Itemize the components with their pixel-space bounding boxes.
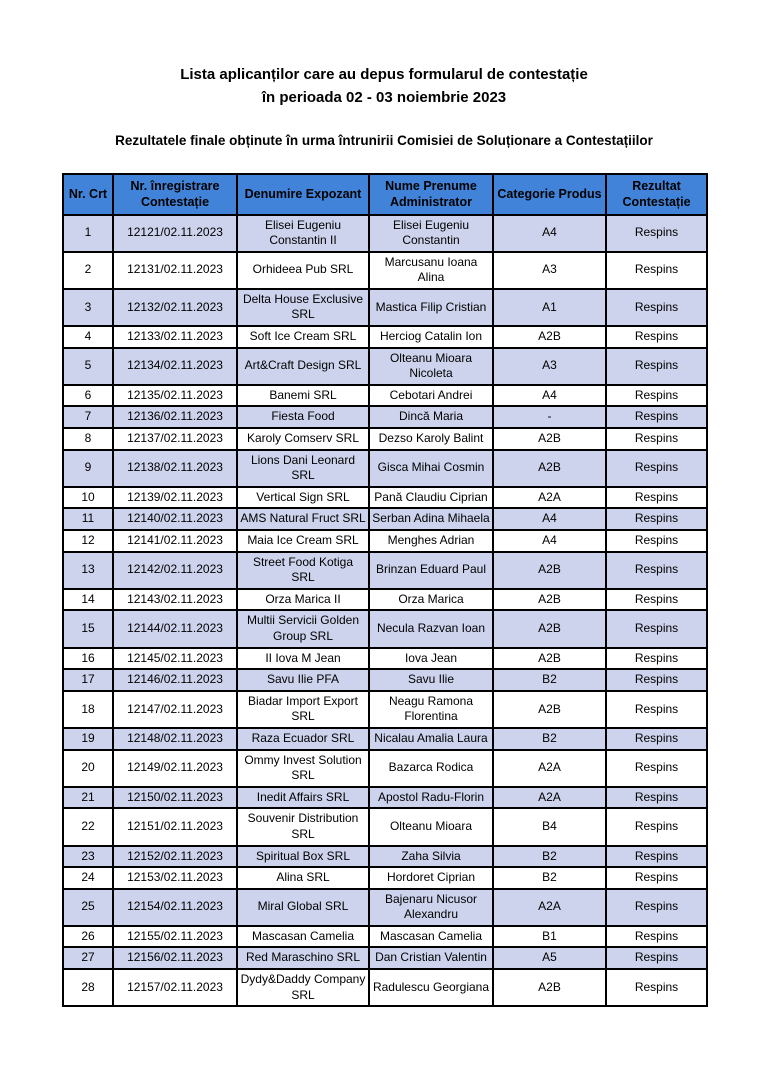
- cell-administrator: Iova Jean: [369, 648, 493, 670]
- cell-reg: 12131/02.11.2023: [113, 252, 237, 289]
- table-row: [63, 889, 707, 926]
- cell-administrator: Hordoret Ciprian: [369, 867, 493, 889]
- column-header-administrator: Nume Prenume Administrator: [369, 174, 493, 215]
- table-row: [63, 867, 707, 889]
- cell-reg: 12139/02.11.2023: [113, 487, 237, 509]
- cell-expozant: Biadar Import Export SRL: [237, 691, 369, 728]
- table-row: [63, 669, 707, 691]
- document-title: [0, 0, 768, 109]
- cell-nr: 22: [63, 808, 113, 845]
- cell-rezultat: Respins: [606, 487, 707, 509]
- cell-rezultat: Respins: [606, 289, 707, 326]
- cell-categorie: B2: [493, 669, 606, 691]
- cell-nr: 18: [63, 691, 113, 728]
- cell-categorie: B2: [493, 846, 606, 868]
- table-row: [63, 589, 707, 611]
- cell-administrator: Gisca Mihai Cosmin: [369, 450, 493, 487]
- table-row: [63, 406, 707, 428]
- cell-administrator: Orza Marica: [369, 589, 493, 611]
- title-line-1: Lista aplicanților care au depus formularul de contestație: [180, 66, 588, 83]
- cell-nr: 25: [63, 889, 113, 926]
- cell-expozant: Orhideea Pub SRL: [237, 252, 369, 289]
- cell-expozant: II Iova M Jean: [237, 648, 369, 670]
- cell-rezultat: Respins: [606, 252, 707, 289]
- cell-expozant: Multii Servicii Golden Group SRL: [237, 610, 369, 647]
- cell-expozant: AMS Natural Fruct SRL: [237, 508, 369, 530]
- cell-reg: 12149/02.11.2023: [113, 750, 237, 787]
- table-row: [63, 252, 707, 289]
- cell-categorie: A2B: [493, 969, 606, 1006]
- cell-administrator: Brinzan Eduard Paul: [369, 552, 493, 589]
- cell-reg: 12135/02.11.2023: [113, 385, 237, 407]
- cell-nr: 19: [63, 728, 113, 750]
- cell-reg: 12142/02.11.2023: [113, 552, 237, 589]
- cell-administrator: Bazarca Rodica: [369, 750, 493, 787]
- cell-rezultat: Respins: [606, 348, 707, 385]
- cell-nr: 1: [63, 215, 113, 252]
- cell-nr: 28: [63, 969, 113, 1006]
- cell-nr: 15: [63, 610, 113, 647]
- cell-expozant: Soft Ice Cream SRL: [237, 326, 369, 348]
- cell-nr: 26: [63, 926, 113, 948]
- cell-reg: 12150/02.11.2023: [113, 787, 237, 809]
- cell-administrator: Savu Ilie: [369, 669, 493, 691]
- cell-nr: 5: [63, 348, 113, 385]
- cell-administrator: Dincă Maria: [369, 406, 493, 428]
- cell-expozant: Raza Ecuador SRL: [237, 728, 369, 750]
- cell-categorie: A4: [493, 508, 606, 530]
- cell-reg: 12152/02.11.2023: [113, 846, 237, 868]
- cell-categorie: A4: [493, 215, 606, 252]
- cell-categorie: A1: [493, 289, 606, 326]
- cell-categorie: A5: [493, 947, 606, 969]
- title-line-2: în perioada 02 - 03 noiembrie 2023: [261, 88, 507, 106]
- cell-reg: 12157/02.11.2023: [113, 969, 237, 1006]
- cell-reg: 12132/02.11.2023: [113, 289, 237, 326]
- cell-administrator: Marcusanu Ioana Alina: [369, 252, 493, 289]
- cell-rezultat: Respins: [606, 787, 707, 809]
- table-row: [63, 969, 707, 1006]
- cell-administrator: Elisei Eugeniu Constantin: [369, 215, 493, 252]
- cell-nr: 16: [63, 648, 113, 670]
- cell-nr: 21: [63, 787, 113, 809]
- cell-expozant: Art&Craft Design SRL: [237, 348, 369, 385]
- table-row: [63, 348, 707, 385]
- cell-categorie: A2B: [493, 552, 606, 589]
- cell-expozant: Fiesta Food: [237, 406, 369, 428]
- column-header-rezultat: Rezultat Contestație: [606, 174, 707, 215]
- cell-expozant: Vertical Sign SRL: [237, 487, 369, 509]
- table-row: [63, 450, 707, 487]
- cell-nr: 6: [63, 385, 113, 407]
- cell-categorie: A2A: [493, 889, 606, 926]
- cell-rezultat: Respins: [606, 750, 707, 787]
- cell-nr: 14: [63, 589, 113, 611]
- cell-rezultat: Respins: [606, 926, 707, 948]
- cell-reg: 12137/02.11.2023: [113, 428, 237, 450]
- cell-rezultat: Respins: [606, 508, 707, 530]
- cell-expozant: Street Food Kotiga SRL: [237, 552, 369, 589]
- cell-categorie: A2B: [493, 428, 606, 450]
- cell-reg: 12121/02.11.2023: [113, 215, 237, 252]
- cell-reg: 12146/02.11.2023: [113, 669, 237, 691]
- cell-nr: 24: [63, 867, 113, 889]
- cell-administrator: Dan Cristian Valentin: [369, 947, 493, 969]
- cell-rezultat: Respins: [606, 889, 707, 926]
- cell-reg: 12151/02.11.2023: [113, 808, 237, 845]
- column-header-expozant: Denumire Expozant: [237, 174, 369, 215]
- cell-expozant: Karoly Comserv SRL: [237, 428, 369, 450]
- cell-rezultat: Respins: [606, 406, 707, 428]
- cell-rezultat: Respins: [606, 385, 707, 407]
- cell-categorie: A2A: [493, 750, 606, 787]
- cell-expozant: Lions Dani Leonard SRL: [237, 450, 369, 487]
- document-subtitle: Rezultatele finale obținute în urma întrunirii Comisiei de Soluționare a Contestațiilor: [115, 133, 653, 148]
- cell-administrator: Zaha Silvia: [369, 846, 493, 868]
- cell-expozant: Miral Global SRL: [237, 889, 369, 926]
- cell-expozant: Dydy&Daddy Company SRL: [237, 969, 369, 1006]
- cell-rezultat: Respins: [606, 846, 707, 868]
- table-header-row: [63, 174, 707, 215]
- cell-expozant: Ommy Invest Solution SRL: [237, 750, 369, 787]
- cell-nr: 4: [63, 326, 113, 348]
- cell-reg: 12140/02.11.2023: [113, 508, 237, 530]
- cell-reg: 12148/02.11.2023: [113, 728, 237, 750]
- cell-rezultat: Respins: [606, 450, 707, 487]
- cell-administrator: Serban Adina Mihaela: [369, 508, 493, 530]
- cell-reg: 12154/02.11.2023: [113, 889, 237, 926]
- cell-categorie: A3: [493, 348, 606, 385]
- cell-categorie: A2A: [493, 787, 606, 809]
- cell-nr: 23: [63, 846, 113, 868]
- cell-categorie: A2A: [493, 487, 606, 509]
- cell-rezultat: Respins: [606, 215, 707, 252]
- cell-reg: 12145/02.11.2023: [113, 648, 237, 670]
- cell-reg: 12144/02.11.2023: [113, 610, 237, 647]
- cell-rezultat: Respins: [606, 589, 707, 611]
- table-row: [63, 750, 707, 787]
- cell-expozant: Red Maraschino SRL: [237, 947, 369, 969]
- cell-expozant: Orza Marica II: [237, 589, 369, 611]
- cell-rezultat: Respins: [606, 867, 707, 889]
- cell-categorie: A2B: [493, 326, 606, 348]
- table-row: [63, 530, 707, 552]
- cell-administrator: Olteanu Mioara Nicoleta: [369, 348, 493, 385]
- cell-nr: 2: [63, 252, 113, 289]
- cell-reg: 12156/02.11.2023: [113, 947, 237, 969]
- column-header-nr: Nr. Crt: [63, 174, 113, 215]
- cell-reg: 12134/02.11.2023: [113, 348, 237, 385]
- cell-nr: 8: [63, 428, 113, 450]
- cell-rezultat: Respins: [606, 552, 707, 589]
- cell-rezultat: Respins: [606, 969, 707, 1006]
- cell-categorie: A2B: [493, 589, 606, 611]
- cell-nr: 12: [63, 530, 113, 552]
- table-row: [63, 326, 707, 348]
- table-row: [63, 428, 707, 450]
- cell-nr: 7: [63, 406, 113, 428]
- cell-categorie: A4: [493, 385, 606, 407]
- cell-rezultat: Respins: [606, 691, 707, 728]
- cell-expozant: Savu Ilie PFA: [237, 669, 369, 691]
- cell-expozant: Banemi SRL: [237, 385, 369, 407]
- cell-administrator: Nicalau Amalia Laura: [369, 728, 493, 750]
- cell-rezultat: Respins: [606, 428, 707, 450]
- table-row: [63, 385, 707, 407]
- cell-nr: 13: [63, 552, 113, 589]
- cell-reg: 12138/02.11.2023: [113, 450, 237, 487]
- cell-rezultat: Respins: [606, 610, 707, 647]
- cell-nr: 3: [63, 289, 113, 326]
- cell-categorie: A3: [493, 252, 606, 289]
- table-row: [63, 215, 707, 252]
- cell-reg: 12133/02.11.2023: [113, 326, 237, 348]
- cell-expozant: Delta House Exclusive SRL: [237, 289, 369, 326]
- cell-categorie: A2B: [493, 648, 606, 670]
- cell-administrator: Neagu Ramona Florentina: [369, 691, 493, 728]
- cell-rezultat: Respins: [606, 530, 707, 552]
- cell-categorie: B1: [493, 926, 606, 948]
- cell-administrator: Apostol Radu-Florin: [369, 787, 493, 809]
- cell-administrator: Bajenaru Nicusor Alexandru: [369, 889, 493, 926]
- table-row: [63, 808, 707, 845]
- table-row: [63, 552, 707, 589]
- cell-administrator: Menghes Adrian: [369, 530, 493, 552]
- table-row: [63, 691, 707, 728]
- cell-reg: 12155/02.11.2023: [113, 926, 237, 948]
- cell-reg: 12136/02.11.2023: [113, 406, 237, 428]
- cell-expozant: Mascasan Camelia: [237, 926, 369, 948]
- cell-nr: 11: [63, 508, 113, 530]
- cell-rezultat: Respins: [606, 808, 707, 845]
- cell-administrator: Dezso Karoly Balint: [369, 428, 493, 450]
- cell-nr: 20: [63, 750, 113, 787]
- cell-categorie: B2: [493, 867, 606, 889]
- table-row: [63, 846, 707, 868]
- contestation-results-table: [62, 173, 708, 1007]
- cell-administrator: Necula Razvan Ioan: [369, 610, 493, 647]
- cell-categorie: A2B: [493, 450, 606, 487]
- cell-administrator: Cebotari Andrei: [369, 385, 493, 407]
- cell-rezultat: Respins: [606, 947, 707, 969]
- cell-reg: 12141/02.11.2023: [113, 530, 237, 552]
- cell-expozant: Inedit Affairs SRL: [237, 787, 369, 809]
- cell-administrator: Pană Claudiu Ciprian: [369, 487, 493, 509]
- cell-rezultat: Respins: [606, 326, 707, 348]
- column-header-reg: Nr. înregistrare Contestație: [113, 174, 237, 215]
- cell-nr: 27: [63, 947, 113, 969]
- table-row: [63, 787, 707, 809]
- cell-reg: 12143/02.11.2023: [113, 589, 237, 611]
- column-header-categorie: Categorie Produs: [493, 174, 606, 215]
- cell-administrator: Radulescu Georgiana: [369, 969, 493, 1006]
- cell-nr: 9: [63, 450, 113, 487]
- cell-categorie: A4: [493, 530, 606, 552]
- cell-rezultat: Respins: [606, 648, 707, 670]
- cell-rezultat: Respins: [606, 728, 707, 750]
- cell-rezultat: Respins: [606, 669, 707, 691]
- table-row: [63, 947, 707, 969]
- cell-expozant: Maia Ice Cream SRL: [237, 530, 369, 552]
- cell-nr: 17: [63, 669, 113, 691]
- cell-categorie: B2: [493, 728, 606, 750]
- cell-administrator: Herciog Catalin Ion: [369, 326, 493, 348]
- table-row: [63, 289, 707, 326]
- cell-categorie: B4: [493, 808, 606, 845]
- cell-administrator: Mascasan Camelia: [369, 926, 493, 948]
- cell-nr: 10: [63, 487, 113, 509]
- table-row: [63, 508, 707, 530]
- cell-administrator: Olteanu Mioara: [369, 808, 493, 845]
- table-row: [63, 487, 707, 509]
- cell-categorie: A2B: [493, 610, 606, 647]
- cell-reg: 12153/02.11.2023: [113, 867, 237, 889]
- table-row: [63, 648, 707, 670]
- table-row: [63, 610, 707, 647]
- cell-categorie: A2B: [493, 691, 606, 728]
- cell-expozant: Elisei Eugeniu Constantin II: [237, 215, 369, 252]
- table-row: [63, 728, 707, 750]
- cell-reg: 12147/02.11.2023: [113, 691, 237, 728]
- table-row: [63, 926, 707, 948]
- cell-expozant: Alina SRL: [237, 867, 369, 889]
- cell-categorie: -: [493, 406, 606, 428]
- cell-expozant: Souvenir Distribution SRL: [237, 808, 369, 845]
- cell-administrator: Mastica Filip Cristian: [369, 289, 493, 326]
- cell-expozant: Spiritual Box SRL: [237, 846, 369, 868]
